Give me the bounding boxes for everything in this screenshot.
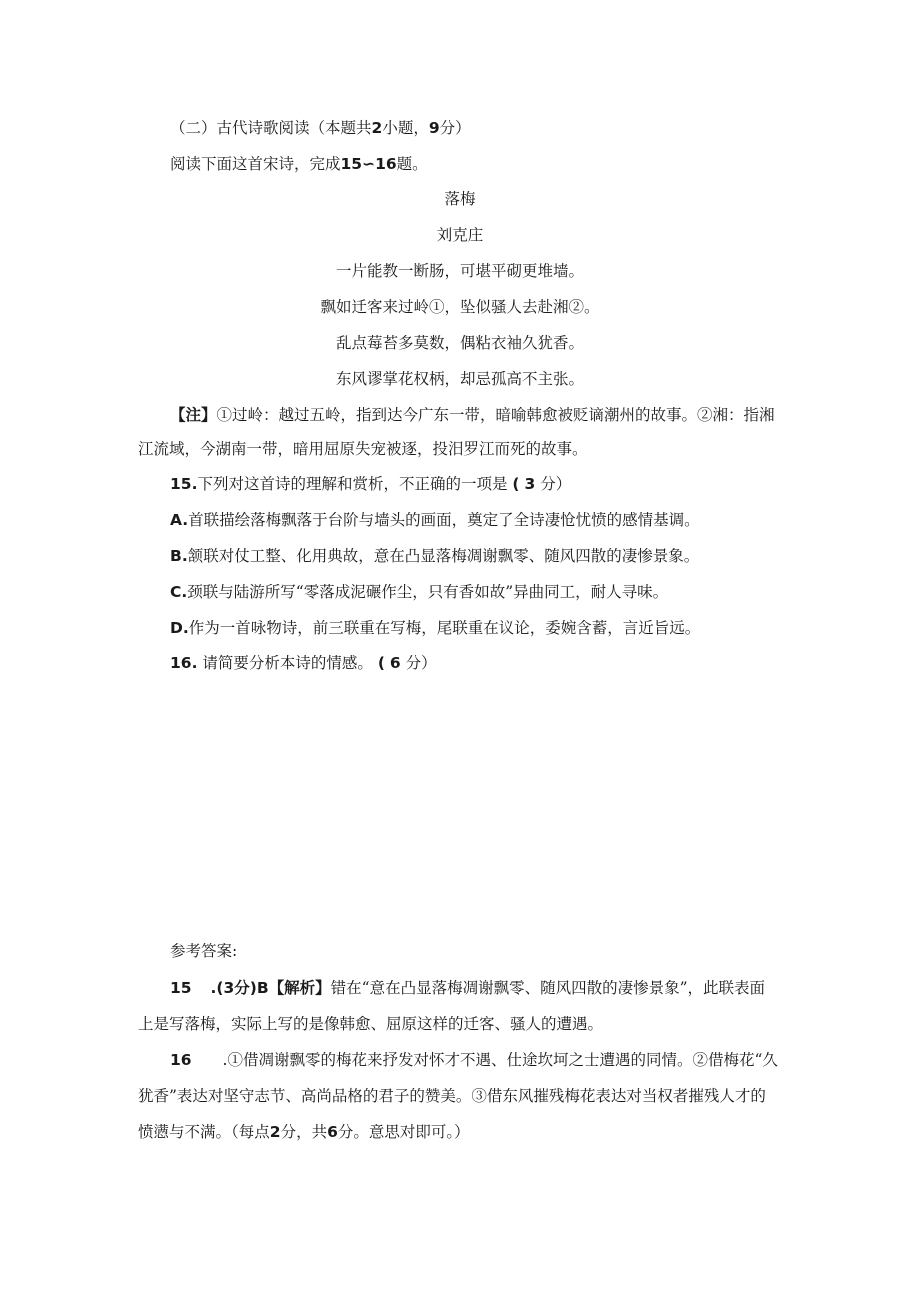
question-16 <box>170 656 437 672</box>
option-a <box>170 513 700 529</box>
question-15-score-close: 分） <box>540 475 572 493</box>
question-16-score-open: ( <box>377 654 385 672</box>
section-heading-question-count: 2 <box>371 119 383 137</box>
answer-16 <box>170 1053 778 1069</box>
note-label: 【注】 <box>170 406 217 424</box>
answer-16-line-2: 犹香”表达对坚守志节、高尚品格的君子的赞美。③借东风摧残梅花表达对当权者摧残人才的 <box>138 1087 766 1105</box>
option-d-letter: D. <box>170 619 189 637</box>
instruction-prefix: 阅读下面这首宋诗，完成 <box>170 155 341 173</box>
question-15-score-open: ( <box>512 475 520 493</box>
answer-15-line-1: 错在“意在凸显落梅凋谢飘零、随风四散的凄惨景象”，此联表面 <box>330 979 766 997</box>
section-instruction <box>170 157 428 173</box>
note-line-1: ①过岭：越过五岭，指到达今广东一带，暗喻韩愈被贬谪潮州的故事。②湘：指湘 <box>216 406 775 424</box>
note-line-2: 江流域，今湖南一带，暗用屈原失宠被逐，投汨罗江而死的故事。 <box>138 440 588 458</box>
option-d <box>170 621 700 637</box>
section-heading-suffix: 分） <box>439 119 471 137</box>
answer-15-line-2: 上是写落梅，实际上写的是像韩愈、屈原这样的迁客、骚人的遭遇。 <box>138 1015 604 1033</box>
section-heading-score: 9 <box>428 119 440 137</box>
question-16-score: 6 <box>389 654 401 672</box>
question-15-score: 3 <box>524 475 536 493</box>
question-16-text: 请简要分析本诗的情感。 <box>202 654 373 672</box>
option-b-text: 颔联对仗工整、化用典故，意在凸显落梅凋谢飘零、随风四散的凄惨景象。 <box>187 547 700 565</box>
instruction-range: 15∽16 <box>340 155 397 173</box>
poem-line-4: 东风谬掌花权柄，却忌孤高不主张。 <box>335 370 584 388</box>
poem-author: 刘克庄 <box>436 226 484 244</box>
answer-15 <box>170 981 765 997</box>
option-a-text: 首联描绘落梅飘落于台阶与墙头的画面，奠定了全诗凄怆忧愤的感情基调。 <box>188 511 700 529</box>
section-heading-mid: 小题， <box>382 119 429 137</box>
section-heading-prefix: （二）古代诗歌阅读（本题共 <box>170 119 372 137</box>
option-a-letter: A. <box>170 511 189 529</box>
answer-16-number: 16 <box>170 1051 192 1069</box>
option-c-text: 颈联与陆游所写“零落成泥碾作尘，只有香如故”异曲同工，耐人寻味。 <box>187 583 669 601</box>
answer-16-line-3-suffix: 分。意思对即可。） <box>337 1123 470 1141</box>
option-c <box>170 585 668 601</box>
answer-15-score: .(3分)B【解析】 <box>210 979 331 997</box>
answer-16-line-3 <box>138 1125 470 1141</box>
poem-note <box>170 408 775 424</box>
answers-heading: 参考答案: <box>170 942 238 960</box>
poem-line-3: 乱点莓苔多莫数，偶粘衣袖久犹香。 <box>335 334 584 352</box>
question-15 <box>170 477 571 493</box>
question-15-number: 15. <box>170 475 198 493</box>
question-16-score-close: 分） <box>405 654 437 672</box>
poem-line-1: 一片能教一断肠，可堪平砌更堆墙。 <box>335 262 584 280</box>
answer-16-line-3-mid: 分，共 <box>280 1123 328 1141</box>
answer-16-points-each: 2 <box>269 1123 281 1141</box>
poem-title: 落梅 <box>444 190 476 208</box>
answer-16-line-3-prefix: 愤懑与不满。（每点 <box>138 1123 270 1141</box>
answer-15-number: 15 <box>170 979 192 997</box>
section-heading <box>170 121 471 137</box>
instruction-suffix: 题。 <box>396 155 428 173</box>
answer-16-points-total: 6 <box>327 1123 338 1141</box>
question-16-number: 16. <box>170 654 198 672</box>
option-b-letter: B. <box>170 547 188 565</box>
poem-line-2: 飘如迁客来过岭①，坠似骚人去赴湘②。 <box>320 298 600 316</box>
option-b <box>170 549 699 565</box>
option-d-text: 作为一首咏物诗，前三联重在写梅，尾联重在议论，委婉含蓄，言近旨远。 <box>188 619 701 637</box>
question-15-text: 下列对这首诗的理解和赏析，不正确的一项是 <box>197 475 508 493</box>
answer-16-line-1: .①借凋谢飘零的梅花来抒发对怀才不遇、仕途坎坷之士遭遇的同情。②借梅花“久 <box>222 1051 778 1069</box>
option-c-letter: C. <box>170 583 188 601</box>
